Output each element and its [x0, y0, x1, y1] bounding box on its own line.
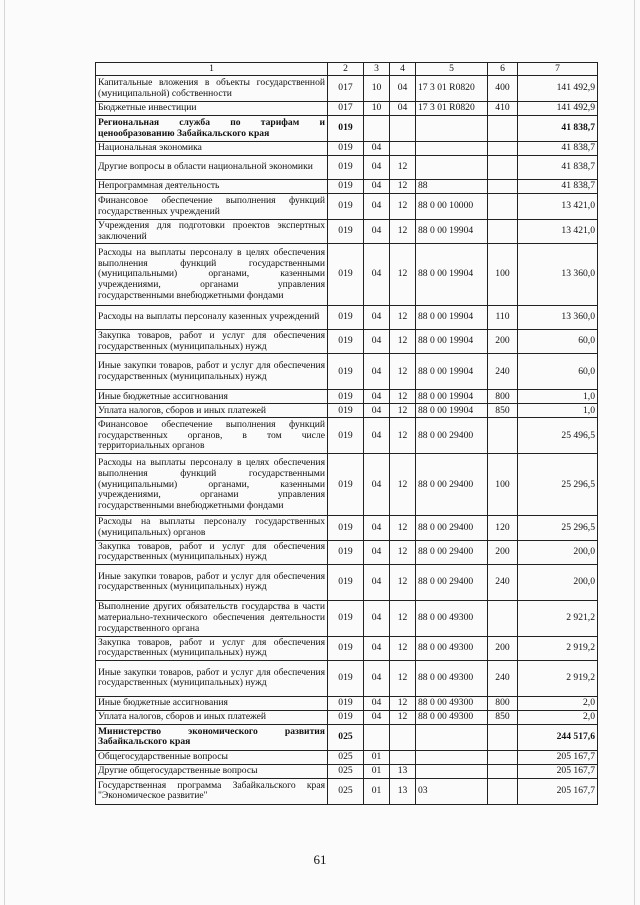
- amount-cell: 13 360,0: [518, 244, 598, 306]
- expense-name-cell: Региональная служба по тарифам и ценообразованию Забайкальского края: [96, 116, 328, 142]
- expense-name-cell: Иные закупки товаров, работ и услуг для обеспечения государственных (муниципальных) нужд: [96, 354, 328, 390]
- table-row: [96, 724, 598, 750]
- subsection-code-cell: 12: [390, 194, 416, 220]
- section-code-cell: 10: [364, 102, 390, 116]
- subsection-code-cell: 12: [390, 696, 416, 710]
- department-code-cell: 019: [328, 418, 364, 454]
- table-row: [96, 636, 598, 660]
- amount-cell: 60,0: [518, 330, 598, 354]
- expense-name-cell: Непрограммная деятельность: [96, 180, 328, 194]
- subsection-code-cell: 04: [390, 102, 416, 116]
- subsection-code-cell: 12: [390, 220, 416, 244]
- subsection-code-cell: 12: [390, 660, 416, 696]
- target-article-cell: 88 0 00 29400: [416, 418, 488, 454]
- section-code-cell: 04: [364, 180, 390, 194]
- target-article-cell: 88 0 00 19904: [416, 306, 488, 330]
- section-code-cell: 01: [364, 764, 390, 778]
- section-code-cell: 04: [364, 516, 390, 540]
- subsection-code-cell: [390, 142, 416, 156]
- target-article-cell: [416, 764, 488, 778]
- header-cell: 5: [416, 63, 488, 76]
- table-body: [96, 76, 598, 805]
- subsection-code-cell: 12: [390, 636, 416, 660]
- target-article-cell: 88: [416, 180, 488, 194]
- table-row: [96, 102, 598, 116]
- target-article-cell: 88 0 00 49300: [416, 660, 488, 696]
- expense-type-cell: 850: [488, 404, 518, 418]
- table-row: [96, 540, 598, 564]
- amount-cell: 141 492,9: [518, 76, 598, 102]
- expense-type-cell: [488, 418, 518, 454]
- department-code-cell: 019: [328, 404, 364, 418]
- budget-table: [95, 62, 598, 805]
- amount-cell: 200,0: [518, 564, 598, 600]
- department-code-cell: 017: [328, 102, 364, 116]
- target-article-cell: [416, 142, 488, 156]
- department-code-cell: 019: [328, 390, 364, 404]
- target-article-cell: [416, 724, 488, 750]
- department-code-cell: 019: [328, 636, 364, 660]
- amount-cell: 13 421,0: [518, 194, 598, 220]
- expense-name-cell: Иные закупки товаров, работ и услуг для обеспечения государственных (муниципальных) нужд: [96, 660, 328, 696]
- expense-name-cell: Расходы на выплаты персоналу в целях обеспечения выполнения функций государственными (муниципальными) органами, казенными учреждениями, органами управления государственными внебюджетными фондами: [96, 454, 328, 516]
- expense-type-cell: [488, 142, 518, 156]
- target-article-cell: [416, 116, 488, 142]
- expense-name-cell: Расходы на выплаты персоналу казенных учреждений: [96, 306, 328, 330]
- expense-name-cell: Национальная экономика: [96, 142, 328, 156]
- expense-type-cell: 120: [488, 516, 518, 540]
- department-code-cell: 019: [328, 660, 364, 696]
- table-row: [96, 180, 598, 194]
- target-article-cell: 88 0 00 19904: [416, 244, 488, 306]
- amount-cell: 205 167,7: [518, 750, 598, 764]
- target-article-cell: 03: [416, 778, 488, 804]
- header-cell: 4: [390, 63, 416, 76]
- amount-cell: 41 838,7: [518, 142, 598, 156]
- target-article-cell: 88 0 00 19904: [416, 390, 488, 404]
- subsection-code-cell: 12: [390, 330, 416, 354]
- expense-type-cell: 100: [488, 454, 518, 516]
- section-code-cell: 04: [364, 220, 390, 244]
- target-article-cell: 88 0 00 19904: [416, 330, 488, 354]
- section-code-cell: 04: [364, 244, 390, 306]
- expense-name-cell: Финансовое обеспечение выполнения функций государственных органов, в том числе территориальных органов: [96, 418, 328, 454]
- subsection-code-cell: [390, 116, 416, 142]
- section-code-cell: 04: [364, 156, 390, 180]
- amount-cell: 41 838,7: [518, 156, 598, 180]
- subsection-code-cell: 12: [390, 540, 416, 564]
- department-code-cell: 019: [328, 354, 364, 390]
- section-code-cell: 01: [364, 778, 390, 804]
- expense-name-cell: Министерство экономического развития Забайкальского края: [96, 724, 328, 750]
- table-row: [96, 696, 598, 710]
- scan-edge-left: [4, 0, 5, 905]
- department-code-cell: 019: [328, 696, 364, 710]
- header-cell: 1: [96, 63, 328, 76]
- target-article-cell: [416, 156, 488, 180]
- expense-type-cell: [488, 220, 518, 244]
- subsection-code-cell: [390, 750, 416, 764]
- target-article-cell: 88 0 00 29400: [416, 454, 488, 516]
- department-code-cell: 025: [328, 724, 364, 750]
- table-row: [96, 76, 598, 102]
- subsection-code-cell: 12: [390, 354, 416, 390]
- expense-name-cell: Другие вопросы в области национальной экономики: [96, 156, 328, 180]
- subsection-code-cell: 12: [390, 390, 416, 404]
- expense-type-cell: 410: [488, 102, 518, 116]
- table-row: [96, 750, 598, 764]
- expense-type-cell: 240: [488, 354, 518, 390]
- section-code-cell: 10: [364, 76, 390, 102]
- expense-type-cell: 110: [488, 306, 518, 330]
- header-cell: 6: [488, 63, 518, 76]
- page-number: 61: [313, 852, 327, 867]
- section-code-cell: 04: [364, 660, 390, 696]
- subsection-code-cell: 12: [390, 516, 416, 540]
- expense-name-cell: Иные закупки товаров, работ и услуг для обеспечения государственных (муниципальных) нужд: [96, 564, 328, 600]
- table-row: [96, 764, 598, 778]
- section-code-cell: 04: [364, 194, 390, 220]
- expense-type-cell: [488, 750, 518, 764]
- section-code-cell: 04: [364, 600, 390, 636]
- department-code-cell: 019: [328, 540, 364, 564]
- expense-name-cell: Государственная программа Забайкальского края "Экономическое развитие": [96, 778, 328, 804]
- table-row: [96, 404, 598, 418]
- table-row: [96, 194, 598, 220]
- table-row: [96, 418, 598, 454]
- amount-cell: 205 167,7: [518, 764, 598, 778]
- amount-cell: 2 921,2: [518, 600, 598, 636]
- target-article-cell: 88 0 00 10000: [416, 194, 488, 220]
- expense-type-cell: [488, 764, 518, 778]
- department-code-cell: 019: [328, 180, 364, 194]
- subsection-code-cell: 12: [390, 244, 416, 306]
- table-row: [96, 156, 598, 180]
- expense-name-cell: Финансовое обеспечение выполнения функций государственных учреждений: [96, 194, 328, 220]
- department-code-cell: 019: [328, 710, 364, 724]
- subsection-code-cell: 12: [390, 600, 416, 636]
- section-code-cell: [364, 116, 390, 142]
- section-code-cell: 04: [364, 142, 390, 156]
- department-code-cell: 025: [328, 750, 364, 764]
- expense-type-cell: 200: [488, 330, 518, 354]
- section-code-cell: 04: [364, 330, 390, 354]
- header-cell: 7: [518, 63, 598, 76]
- target-article-cell: 88 0 00 19904: [416, 354, 488, 390]
- target-article-cell: 88 0 00 19904: [416, 404, 488, 418]
- expense-name-cell: Бюджетные инвестиции: [96, 102, 328, 116]
- expense-name-cell: Закупка товаров, работ и услуг для обеспечения государственных (муниципальных) нужд: [96, 636, 328, 660]
- table-row: [96, 778, 598, 804]
- subsection-code-cell: 12: [390, 180, 416, 194]
- amount-cell: 1,0: [518, 390, 598, 404]
- table-row: [96, 244, 598, 306]
- expense-name-cell: Уплата налогов, сборов и иных платежей: [96, 404, 328, 418]
- table-row: [96, 354, 598, 390]
- section-code-cell: 01: [364, 750, 390, 764]
- department-code-cell: 019: [328, 220, 364, 244]
- expense-type-cell: [488, 600, 518, 636]
- expense-type-cell: [488, 724, 518, 750]
- expense-type-cell: [488, 156, 518, 180]
- amount-cell: 41 838,7: [518, 180, 598, 194]
- subsection-code-cell: 12: [390, 710, 416, 724]
- expense-name-cell: Расходы на выплаты персоналу государственных (муниципальных) органов: [96, 516, 328, 540]
- amount-cell: 25 296,5: [518, 454, 598, 516]
- expense-name-cell: Учреждения для подготовки проектов экспертных заключений: [96, 220, 328, 244]
- subsection-code-cell: 12: [390, 404, 416, 418]
- expense-type-cell: 400: [488, 76, 518, 102]
- expense-type-cell: 240: [488, 660, 518, 696]
- amount-cell: 25 496,5: [518, 418, 598, 454]
- department-code-cell: 019: [328, 330, 364, 354]
- header-cell: 2: [328, 63, 364, 76]
- amount-cell: 2,0: [518, 696, 598, 710]
- expense-name-cell: Капитальные вложения в объекты государственной (муниципальной) собственности: [96, 76, 328, 102]
- expense-type-cell: 200: [488, 540, 518, 564]
- amount-cell: 2 919,2: [518, 636, 598, 660]
- target-article-cell: [416, 750, 488, 764]
- department-code-cell: 019: [328, 600, 364, 636]
- section-code-cell: [364, 724, 390, 750]
- department-code-cell: 019: [328, 194, 364, 220]
- target-article-cell: 88 0 00 29400: [416, 564, 488, 600]
- amount-cell: 141 492,9: [518, 102, 598, 116]
- subsection-code-cell: 12: [390, 454, 416, 516]
- table-row: [96, 660, 598, 696]
- table-row: [96, 220, 598, 244]
- section-code-cell: 04: [364, 540, 390, 564]
- target-article-cell: 88 0 00 49300: [416, 600, 488, 636]
- expense-name-cell: Уплата налогов, сборов и иных платежей: [96, 710, 328, 724]
- amount-cell: 244 517,6: [518, 724, 598, 750]
- expense-name-cell: Общегосударственные вопросы: [96, 750, 328, 764]
- amount-cell: 1,0: [518, 404, 598, 418]
- target-article-cell: 88 0 00 29400: [416, 516, 488, 540]
- subsection-code-cell: 12: [390, 306, 416, 330]
- table-row: [96, 116, 598, 142]
- expense-type-cell: 800: [488, 390, 518, 404]
- amount-cell: 200,0: [518, 540, 598, 564]
- expense-name-cell: Выполнение других обязательств государства в части материально-технического обеспечения деятельности государственного органа: [96, 600, 328, 636]
- target-article-cell: 88 0 00 49300: [416, 710, 488, 724]
- amount-cell: 205 167,7: [518, 778, 598, 804]
- subsection-code-cell: 13: [390, 764, 416, 778]
- department-code-cell: 025: [328, 764, 364, 778]
- expense-name-cell: Закупка товаров, работ и услуг для обеспечения государственных (муниципальных) нужд: [96, 330, 328, 354]
- expense-type-cell: 200: [488, 636, 518, 660]
- table-row: [96, 306, 598, 330]
- amount-cell: 2,0: [518, 710, 598, 724]
- expense-name-cell: Иные бюджетные ассигнования: [96, 696, 328, 710]
- subsection-code-cell: 12: [390, 156, 416, 180]
- expense-name-cell: Другие общегосударственные вопросы: [96, 764, 328, 778]
- table-header-row: [96, 63, 598, 76]
- table-row: [96, 454, 598, 516]
- target-article-cell: 17 3 01 R0820: [416, 102, 488, 116]
- target-article-cell: 17 3 01 R0820: [416, 76, 488, 102]
- department-code-cell: 019: [328, 142, 364, 156]
- section-code-cell: 04: [364, 564, 390, 600]
- header-cell: 3: [364, 63, 390, 76]
- amount-cell: 2 919,2: [518, 660, 598, 696]
- department-code-cell: 019: [328, 564, 364, 600]
- section-code-cell: 04: [364, 696, 390, 710]
- section-code-cell: 04: [364, 404, 390, 418]
- target-article-cell: 88 0 00 49300: [416, 636, 488, 660]
- subsection-code-cell: [390, 724, 416, 750]
- expense-name-cell: Расходы на выплаты персоналу в целях обеспечения выполнения функций государственными (муниципальными) органами, казенными учреждениями, органами управления государственными внебюджетными фондами: [96, 244, 328, 306]
- table-row: [96, 516, 598, 540]
- expense-name-cell: Закупка товаров, работ и услуг для обеспечения государственных (муниципальных) нужд: [96, 540, 328, 564]
- amount-cell: 25 296,5: [518, 516, 598, 540]
- expense-name-cell: Иные бюджетные ассигнования: [96, 390, 328, 404]
- section-code-cell: 04: [364, 454, 390, 516]
- subsection-code-cell: 04: [390, 76, 416, 102]
- section-code-cell: 04: [364, 306, 390, 330]
- amount-cell: 60,0: [518, 354, 598, 390]
- section-code-cell: 04: [364, 418, 390, 454]
- expense-type-cell: 850: [488, 710, 518, 724]
- expense-type-cell: [488, 778, 518, 804]
- table-row: [96, 564, 598, 600]
- table-row: [96, 600, 598, 636]
- department-code-cell: 017: [328, 76, 364, 102]
- department-code-cell: 019: [328, 454, 364, 516]
- section-code-cell: 04: [364, 636, 390, 660]
- target-article-cell: 88 0 00 49300: [416, 696, 488, 710]
- subsection-code-cell: 13: [390, 778, 416, 804]
- section-code-cell: 04: [364, 390, 390, 404]
- expense-type-cell: [488, 116, 518, 142]
- table-row: [96, 390, 598, 404]
- department-code-cell: 019: [328, 156, 364, 180]
- target-article-cell: 88 0 00 29400: [416, 540, 488, 564]
- amount-cell: 13 421,0: [518, 220, 598, 244]
- department-code-cell: 019: [328, 244, 364, 306]
- expense-type-cell: 800: [488, 696, 518, 710]
- scan-edge-right: [634, 0, 635, 905]
- department-code-cell: 019: [328, 306, 364, 330]
- table-row: [96, 330, 598, 354]
- amount-cell: 13 360,0: [518, 306, 598, 330]
- expense-type-cell: 240: [488, 564, 518, 600]
- section-code-cell: 04: [364, 354, 390, 390]
- target-article-cell: 88 0 00 19904: [416, 220, 488, 244]
- amount-cell: 41 838,7: [518, 116, 598, 142]
- expense-type-cell: [488, 180, 518, 194]
- subsection-code-cell: 12: [390, 564, 416, 600]
- department-code-cell: 025: [328, 778, 364, 804]
- department-code-cell: 019: [328, 516, 364, 540]
- expense-type-cell: [488, 194, 518, 220]
- department-code-cell: 019: [328, 116, 364, 142]
- section-code-cell: 04: [364, 710, 390, 724]
- subsection-code-cell: 12: [390, 418, 416, 454]
- table-row: [96, 142, 598, 156]
- expense-type-cell: 100: [488, 244, 518, 306]
- table-row: [96, 710, 598, 724]
